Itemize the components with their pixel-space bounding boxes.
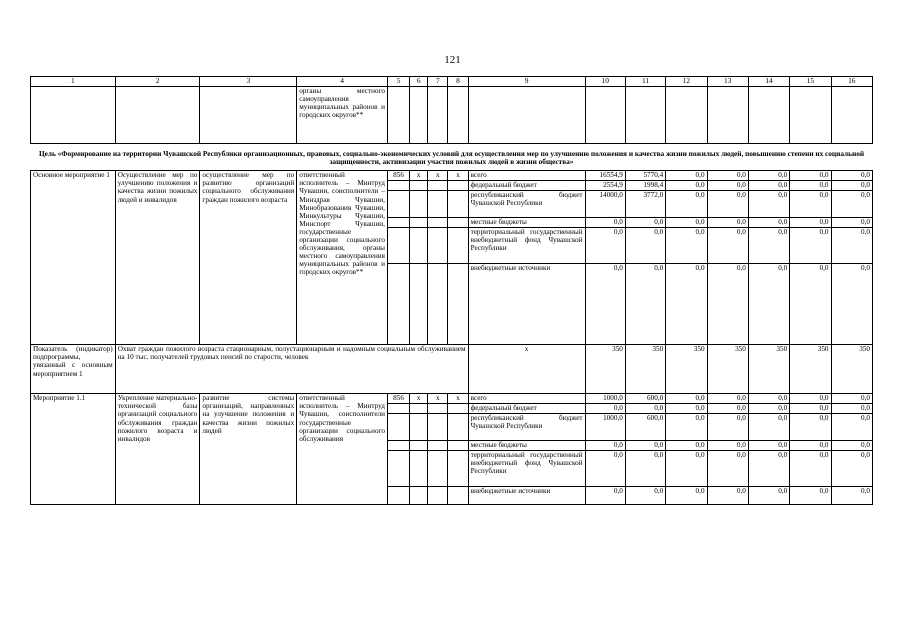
empty-cell [410,441,428,451]
code-cell: x [428,394,448,404]
empty-cell [448,264,468,345]
funding-source: местные бюджеты [468,218,585,228]
empty-cell [468,87,585,144]
value-cell: 0,0 [831,181,872,191]
value-cell: 0,0 [707,191,748,218]
empty-cell [410,404,428,414]
empty-cell [448,228,468,264]
empty-cell [428,404,448,414]
empty-cell [666,87,707,144]
empty-cell [448,487,468,505]
empty-cell [387,404,409,414]
grbs-code: 856 [387,171,409,181]
empty-cell [410,451,428,487]
value-cell: 0,0 [831,451,872,487]
empty-cell [410,218,428,228]
value-cell: 0,0 [585,487,625,505]
empty-cell [428,441,448,451]
empty-cell [428,228,448,264]
header-cell: 12 [666,77,707,87]
page-number: 121 [444,54,461,66]
table-row [31,171,873,181]
value-cell: 0,0 [748,228,789,264]
code-cell: x [428,171,448,181]
value-cell: 0,0 [748,171,789,181]
value-cell: 0,0 [790,264,831,345]
value-cell: 350 [625,345,665,394]
value-cell: 0,0 [625,264,665,345]
value-cell: 0,0 [831,441,872,451]
value-cell: 0,0 [707,441,748,451]
value-cell: 0,0 [625,451,665,487]
header-cell: 16 [831,77,872,87]
empty-cell [387,191,409,218]
header-cell: 6 [410,77,428,87]
header-cell: 9 [468,77,585,87]
value-cell: 0,0 [625,441,665,451]
value-cell: 350 [666,345,707,394]
value-cell: 0,0 [790,414,831,441]
header-cell: 7 [428,77,448,87]
value-cell: 0,0 [707,394,748,404]
goal-heading: Цель «Формирование на территории Чувашской Республики организационных, правовых, социально-экономических условий для осуществления мер по улучшению положения и качества жизни пожилых людей, повышению степени их социальной защищенности, активизации участия пожилых людей в жизни общества» [31,144,873,171]
value-cell: 0,0 [790,394,831,404]
value-cell: 0,0 [790,218,831,228]
value-cell: 0,0 [748,414,789,441]
value-cell: 0,0 [707,414,748,441]
header-cell: 14 [748,77,789,87]
value-cell: 0,0 [585,404,625,414]
value-cell: 0,0 [666,414,707,441]
value-cell: 0,0 [748,191,789,218]
value-cell: 0,0 [790,487,831,505]
value-cell: 16554,9 [585,171,625,181]
empty-cell [410,264,428,345]
program-table [30,76,873,505]
value-cell: 0,0 [748,394,789,404]
value-cell: 0,0 [666,264,707,345]
measure-description: Осуществление мер по улучшению положения и качества жизни пожилых людей и инвалидов [115,171,200,345]
value-cell: 0,0 [831,394,872,404]
empty-cell [707,87,748,144]
empty-cell [115,87,200,144]
funding-source: всего [468,394,585,404]
value-cell: 0,0 [790,171,831,181]
value-cell: 0,0 [707,228,748,264]
value-cell: 0,0 [666,451,707,487]
header-cell: 5 [387,77,409,87]
funding-source: федеральный бюджет [468,404,585,414]
header-cell: 10 [585,77,625,87]
value-cell: 0,0 [585,218,625,228]
executor-cell: органы местного самоуправления муниципальных районов и городских округов** [297,87,388,144]
value-cell: 0,0 [748,264,789,345]
empty-cell [448,218,468,228]
header-row [31,77,873,87]
funding-source: внебюджетные источники [468,264,585,345]
empty-cell [428,414,448,441]
empty-cell [387,451,409,487]
empty-cell [410,191,428,218]
empty-cell [410,228,428,264]
value-cell: 0,0 [666,394,707,404]
value-cell: 0,0 [666,228,707,264]
grbs-code: 856 [387,394,409,404]
measure-goal: осуществление мер по развитию организаций социального обслуживания граждан пожилого возраста [200,171,297,345]
empty-cell [387,487,409,505]
funding-source: территориальный государственный внебюджетный фонд Чувашской Республики [468,451,585,487]
value-cell: 0,0 [707,218,748,228]
value-cell: 0,0 [666,218,707,228]
header-cell: 2 [115,77,200,87]
empty-cell [387,414,409,441]
value-cell: 0,0 [831,228,872,264]
value-cell: 0,0 [831,191,872,218]
code-cell: x [410,171,428,181]
value-cell: 0,0 [748,441,789,451]
value-cell: 2554,9 [585,181,625,191]
value-cell: 0,0 [790,404,831,414]
funding-source: федеральный бюджет [468,181,585,191]
empty-cell [585,87,625,144]
empty-cell [448,414,468,441]
header-cell: 13 [707,77,748,87]
funding-source: республиканский бюджет Чувашской Республики [468,191,585,218]
code-cell: x [448,171,468,181]
value-cell: 0,0 [707,264,748,345]
value-cell: 0,0 [666,181,707,191]
empty-cell [410,487,428,505]
header-cell: 1 [31,77,116,87]
value-cell: 0,0 [790,451,831,487]
value-cell: 0,0 [625,218,665,228]
empty-cell [410,414,428,441]
funding-source: территориальный государственный внебюджетный фонд Чувашской Республики [468,228,585,264]
empty-cell [410,87,428,144]
value-cell: 0,0 [625,228,665,264]
indicator-label: Показатель (индикатор) подпрограммы, увязанный с основным мероприятием 1 [31,345,116,394]
value-cell: 0,0 [625,404,665,414]
header-cell: 8 [448,77,468,87]
value-cell: 0,0 [790,181,831,191]
empty-cell [448,451,468,487]
empty-cell [448,181,468,191]
value-cell: 0,0 [831,264,872,345]
value-cell: 0,0 [790,228,831,264]
funding-source: местные бюджеты [468,441,585,451]
funding-source: внебюджетные источники [468,487,585,505]
value-cell: 600,0 [625,394,665,404]
executor-cell: ответственный исполнитель – Минтруд Чувашии, соисполнители государственные организации социального обслуживания [297,394,388,505]
measure-goal: развитие системы организаций, направленных на улучшение положения и качества жизни пожилых людей [200,394,297,505]
measure-name: Основное мероприятие 1 [31,171,116,345]
value-cell: 350 [585,345,625,394]
header-cell: 3 [200,77,297,87]
table-row [31,394,873,404]
measure-description: Укрепление материально-технической базы организаций социального обслуживания граждан пожилого возраста и инвалидов [115,394,200,505]
value-cell: 0,0 [707,171,748,181]
empty-cell [200,87,297,144]
value-cell: 350 [707,345,748,394]
goal-row [31,144,873,171]
value-cell: 14000,0 [585,191,625,218]
header-cell: 4 [297,77,388,87]
empty-cell [387,218,409,228]
empty-cell [387,87,409,144]
empty-cell [387,228,409,264]
empty-cell [448,441,468,451]
value-cell: 0,0 [831,218,872,228]
funding-source: республиканский бюджет Чувашской Республики [468,414,585,441]
empty-cell [387,181,409,191]
value-cell: 0,0 [790,191,831,218]
value-cell: 0,0 [748,487,789,505]
measure-name: Мероприятие 1.1 [31,394,116,505]
empty-cell [428,264,448,345]
value-cell: 0,0 [748,404,789,414]
empty-cell [31,87,116,144]
empty-cell [625,87,665,144]
value-cell: 3772,0 [625,191,665,218]
value-cell: 0,0 [748,451,789,487]
value-cell: 0,0 [585,228,625,264]
empty-cell [790,87,831,144]
value-cell: 1000,0 [585,414,625,441]
value-cell: 0,0 [666,404,707,414]
value-cell: 0,0 [707,404,748,414]
value-cell: 5770,4 [625,171,665,181]
value-cell: 0,0 [585,441,625,451]
empty-cell [428,87,448,144]
value-cell: 0,0 [585,451,625,487]
code-cell: x [448,394,468,404]
value-cell: 0,0 [666,191,707,218]
value-cell: 0,0 [585,264,625,345]
value-cell: 0,0 [831,404,872,414]
empty-cell [428,191,448,218]
value-cell: 0,0 [666,171,707,181]
empty-cell [428,218,448,228]
value-cell: 0,0 [790,441,831,451]
code-cell: x [410,394,428,404]
table-row [31,87,873,144]
empty-cell [748,87,789,144]
header-cell: 11 [625,77,665,87]
value-cell: 0,0 [666,441,707,451]
value-cell: 1000,0 [585,394,625,404]
empty-cell [831,87,872,144]
empty-cell [428,181,448,191]
value-cell: 1998,4 [625,181,665,191]
value-cell: 0,0 [748,218,789,228]
funding-source: всего [468,171,585,181]
empty-cell [448,87,468,144]
header-cell: 15 [790,77,831,87]
value-cell: 0,0 [831,487,872,505]
empty-cell [387,441,409,451]
value-cell: 350 [748,345,789,394]
empty-cell [428,487,448,505]
value-cell: 350 [790,345,831,394]
value-cell: 600,0 [625,414,665,441]
value-cell: 0,0 [831,414,872,441]
executor-cell: ответственный исполнитель – Минтруд Чувашии, соисполнители – Минздрав Чувашии, Минобразования Чувашии, Минкультуры Чувашии, Минспорт Чувашии, государственные организации социального обслуживания, органы местного самоуправления муниципальных районов и городских округов** [297,171,388,345]
value-cell: 0,0 [707,487,748,505]
empty-cell [387,264,409,345]
indicator-row [31,345,873,394]
empty-cell [410,181,428,191]
value-cell: 0,0 [707,451,748,487]
indicator-x: x [468,345,585,394]
value-cell: 0,0 [625,487,665,505]
value-cell: 0,0 [748,181,789,191]
indicator-text: Охват граждан пожилого возраста стационарным, полустационарным и надомным социальным обслуживанием на 10 тыс. получателей трудовых пенсий по старости, человек [115,345,468,394]
value-cell: 0,0 [707,181,748,191]
empty-cell [428,451,448,487]
value-cell: 0,0 [831,171,872,181]
value-cell: 0,0 [666,487,707,505]
value-cell: 350 [831,345,872,394]
empty-cell [448,404,468,414]
empty-cell [448,191,468,218]
